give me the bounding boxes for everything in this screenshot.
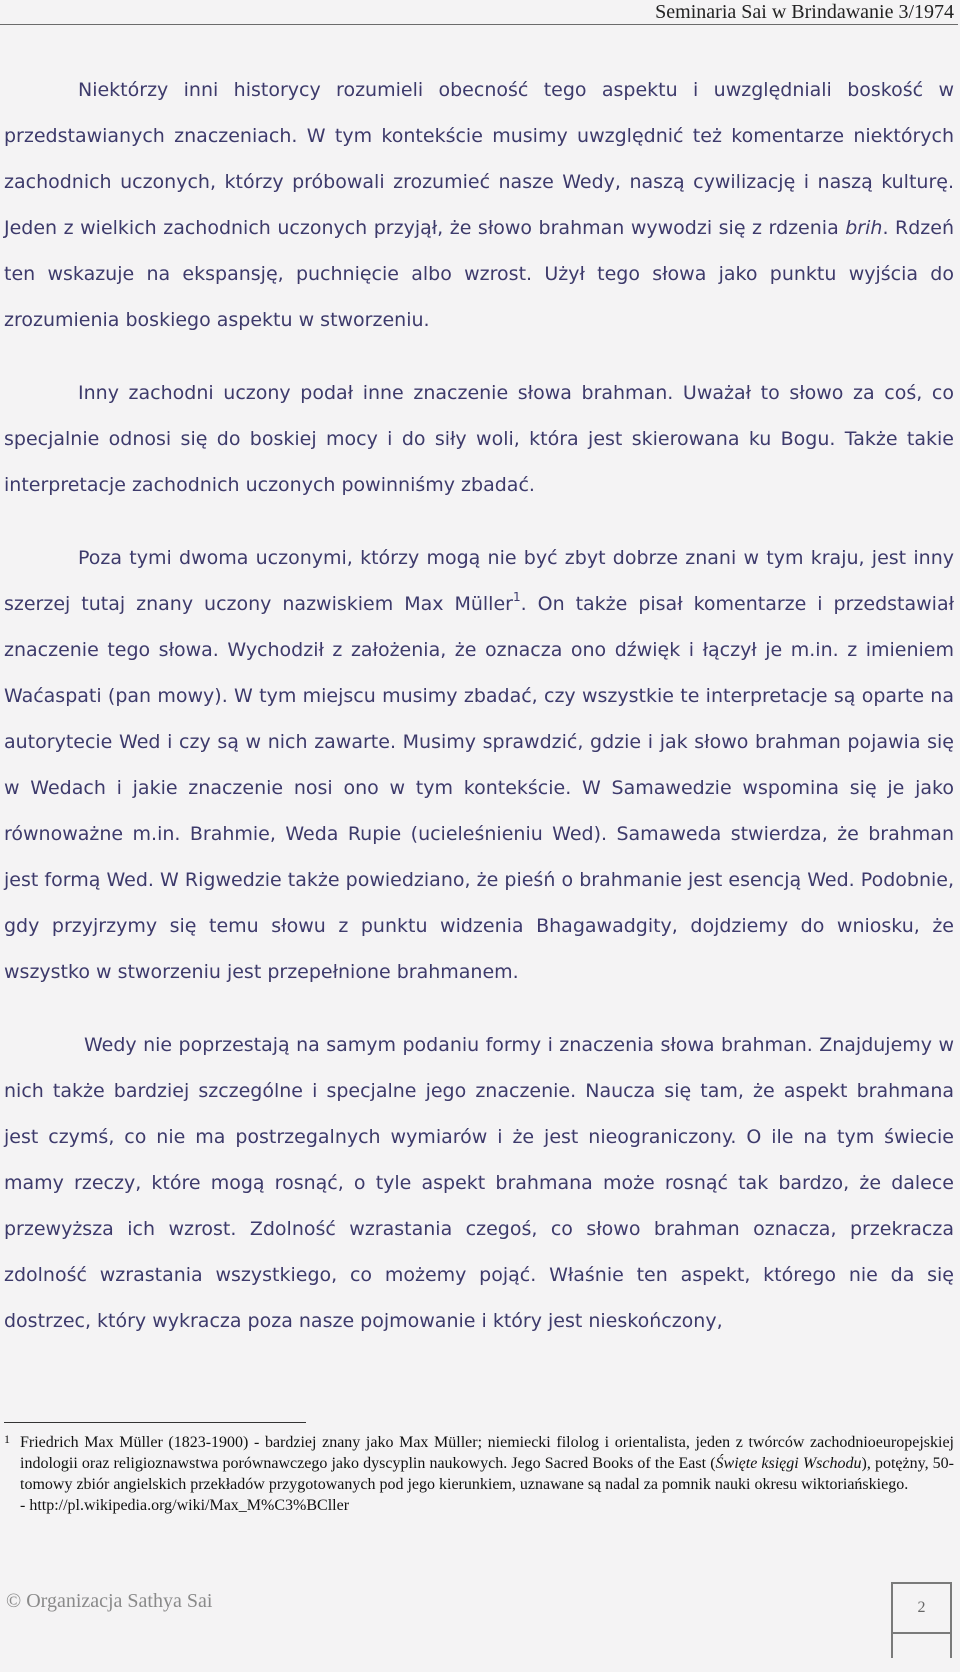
page-number-box [891,1582,952,1634]
paragraph-4: Wedy nie poprzestają na samym podaniu formy i znaczenia słowa brahman. Znajdujemy w nich także bardziej szczególne i specjalne jego znaczenie. Naucza się tam, że aspekt brahmana jest czymś, co nie ma postrzegalnych wymiarów i że jest nieograniczony. O ile na tym świecie mamy rzeczy, które mogą rosnąć, o tyle aspekt brahmana może rosnąć tak bardzo, że dalece przewyższa ich wzrost. Zdolność wzrastania czegoś, co słowo brahman oznacza, przekracza zdolność wzrastania wszystkiego, co możemy pojąć. Właśnie ten aspekt, którego nie da się dostrzec, który wykracza poza nasze pojmowanie i który jest nieskończony, [4,1034,954,1332]
paragraph-1-text-b: . Rdzeń ten wskazuje na ekspansję, puchnięcie albo wzrost. Użył tego słowa jako punktu wyjścia do zrozumienia boskiego aspektu w stworzeniu. [4,217,954,331]
footer-copyright: © Organizacja Sathya Sai [6,1590,213,1612]
footnote-text-b: ), potężny, 50-tomowy zbiór angielskich przekładów przygotowanych pod jego kierunkiem, uznawane są nadal za pomnik nauki okresu wiktoriańskiego. [20,1455,955,1493]
footnote-body [20,1432,954,1516]
footnote-number: 1 [4,1432,10,1446]
paragraph-3-text-a: Poza tymi dwoma uczonymi, którzy mogą nie być zbyt dobrze znani w tym kraju, jest inny szerzej tutaj znany uczony nazwiskiem Max Müller [4,547,954,615]
footnote [4,1432,954,1516]
footnote-text-a: Friedrich Max Müller (1823-1900) - bardziej znany jako Max Müller; niemiecki filolog i orientalista, jeden z twórców zachodnioeuropejskiej indologii oraz religioznawstwa porównawczego jako dyscyplin naukowych. Jego Sacred Books of the East ( [20,1434,954,1472]
footnote-separator [4,1422,306,1423]
main-text [4,67,954,1371]
paragraph-3-text-b: . On także pisał komentarze i przedstawiał znaczenie tego słowa. Wychodził z założenia, że oznacza ono dźwięk i łączył je m.in. z imieniem Waćaspati (pan mowy). W tym miejscu musimy zbadać, czy wszystkie te interpretacje są oparte na autorytecie Wed i czy są w nich zawarte. Musimy sprawdzić, gdzie i jak słowo brahman pojawia się w Wedach i jakie znaczenie nosi ono w tym kontekście. W Samawedzie wspomina się je jako równoważne m.in. Brahmie, Weda Rupie (ucieleśnieniu Wed). Samaweda stwierdza, że brahman jest formą Wed. W Rigwedzie także powiedziano, że pieśń o brahmanie jest esencją Wed. Podobnie, gdy przyjrzymy się temu słowu z punktu widzenia Bhagawadgity, dojdziemy do wniosku, że wszystko w stworzeniu jest przepełnione brahmanem. [4,593,954,983]
running-header [0,0,958,25]
paragraph-3 [4,535,954,995]
footnote-italic-title: Święte księgi Wschodu [715,1455,862,1472]
paragraph-2: Inny zachodni uczony podał inne znaczenie słowa brahman. Uważał to słowo za coś, co specjalnie odnosi się do boskiej mocy i do siły woli, która jest skierowana ku Bogu. Także takie interpretacje zachodnich uczonych powinniśmy zbadać. [4,382,954,496]
footnote-link[interactable]: - http://pl.wikipedia.org/wiki/Max_M%C3%BCller [20,1497,350,1514]
header-title: Seminaria Sai w Brindawanie 3/1974 [655,1,954,23]
page-number-box-extension [891,1634,952,1658]
root-word-brih: brih [845,217,883,239]
paragraph-1 [4,67,954,343]
footnote-reference[interactable]: 1 [512,589,521,604]
page-number: 2 [917,1599,926,1616]
paragraph-1-text-a: Niektórzy inni historycy rozumieli obecność tego aspektu i uwzględniali boskość w przedstawianych znaczeniach. W tym kontekście musimy uwzględnić też komentarze niektórych zachodnich uczonych, którzy próbowali zrozumieć nasze Wedy, naszą cywilizację i naszą kulturę. Jeden z wielkich zachodnich uczonych przyjął, że słowo brahman wywodzi się z rdzenia [4,79,954,239]
